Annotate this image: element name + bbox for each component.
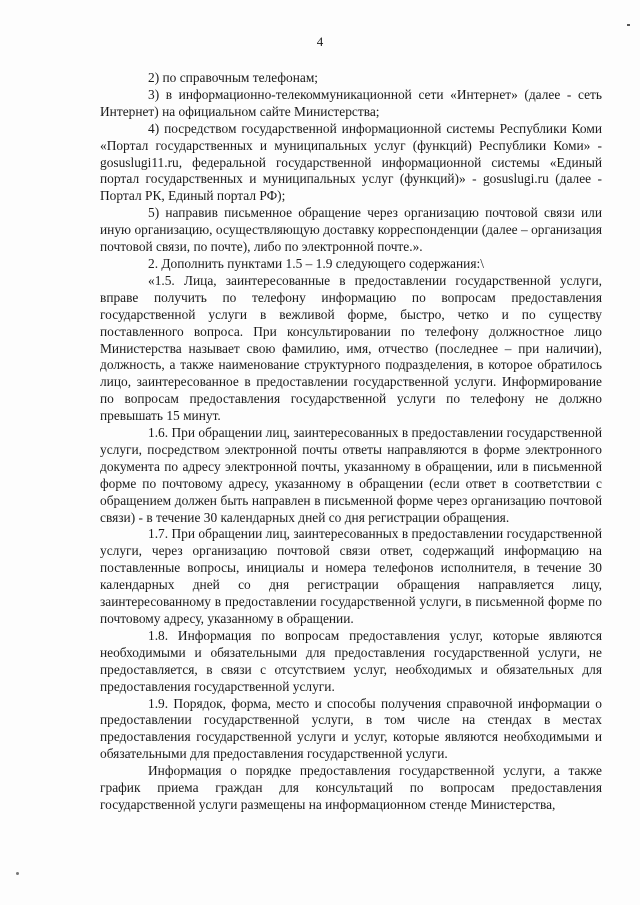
paragraph-1-9: 1.9. Порядок, форма, место и способы получения справочной информации о предоставлении государственной услуги, в том числе на стендах в местах предоставления государственной услуги и услуг, которые являются необходимыми и обязательными для предоставления государственной услуги. (100, 695, 602, 762)
paragraph-item-3: 3) в информационно-телекоммуникационной сети «Интернет» (далее - сеть Интернет) на официальном сайте Министерства; (100, 86, 602, 119)
paragraph-1-5: «1.5. Лица, заинтересованные в предоставлении государственной услуги, вправе получить по телефону информацию по вопросам предоставления государственной услуги в вежливой форме, быстро, четко и по существу поставленного вопроса. При консультировании по телефону должностное лицо Министерства называет свою фамилию, имя, отчество (последнее – при наличии), должность, а также наименование структурного подразделения, в которое обратилось лицо, заинтересованное в предоставлении государственной услуги. Информирование по вопросам предоставления государственной услуги по телефону не должно превышать 15 минут. (100, 272, 602, 424)
paragraph-info-stand: Информация о порядке предоставления государственной услуги, а также график приема граждан для консультаций по вопросам предоставления государственной услуги размещены на информационном стенде Министерства, (100, 763, 602, 812)
paragraph-amendment-2: 2. Дополнить пунктами 1.5 – 1.9 следующего содержания:\ (148, 255, 484, 271)
paragraph-1-8: 1.8. Информация по вопросам предоставления услуг, которые являются необходимыми и обязательными для предоставления государственной услуги, не предоставляется, в связи с отсутствием услуг, необходимых и обязательных для предоставления государственной услуги. (100, 627, 602, 694)
paragraph-1-6: 1.6. При обращении лиц, заинтересованных в предоставлении государственной услуги, посредством электронной почты ответы направляются в форме электронного документа по адресу электронной почты, указанному в обращении, или в письменной форме по почтовому адресу, указанному в обращении (если ответ в соответствии с обращением должен быть направлен в письменной форме через организацию почтовой связи) - в течение 30 календарных дней со дня регистрации обращения. (100, 425, 602, 525)
scan-speck (627, 24, 630, 26)
paragraph-item-2: 2) по справочным телефонам; (148, 70, 319, 85)
page-number: 4 (316, 34, 324, 49)
document-body (100, 70, 602, 814)
scan-speck (16, 872, 19, 875)
paragraph-item-5: 5) направив письменное обращение через организацию почтовой связи или иную организацию, осуществляющую доставку корреспонденции (далее – организация почтовой связи, по почте), либо по электронной почте.». (100, 205, 602, 255)
paragraph-item-4: 4) посредством государственной информационной системы Республики Коми «Портал государственных и муниципальных услуг (функций) Республики Коми» - gosuslugi11.ru, федеральной государственной информационной системы «Единый портал государственных и муниципальных услуг (функций)» - gosuslugi.ru (далее - Портал РК, Единый портал РФ); (100, 120, 602, 204)
paragraph-1-7: 1.7. При обращении лиц, заинтересованных в предоставлении государственной услуги, через организацию почтовой связи ответ, содержащий информацию на поставленные вопросы, инициалы и номера телефонов исполнителя, в течение 30 календарных дней со дня регистрации обращения направляется лицу, заинтересованному в предоставлении государственной услуги, в письменной форме по почтовому адресу, указанному в обращении. (100, 526, 602, 626)
